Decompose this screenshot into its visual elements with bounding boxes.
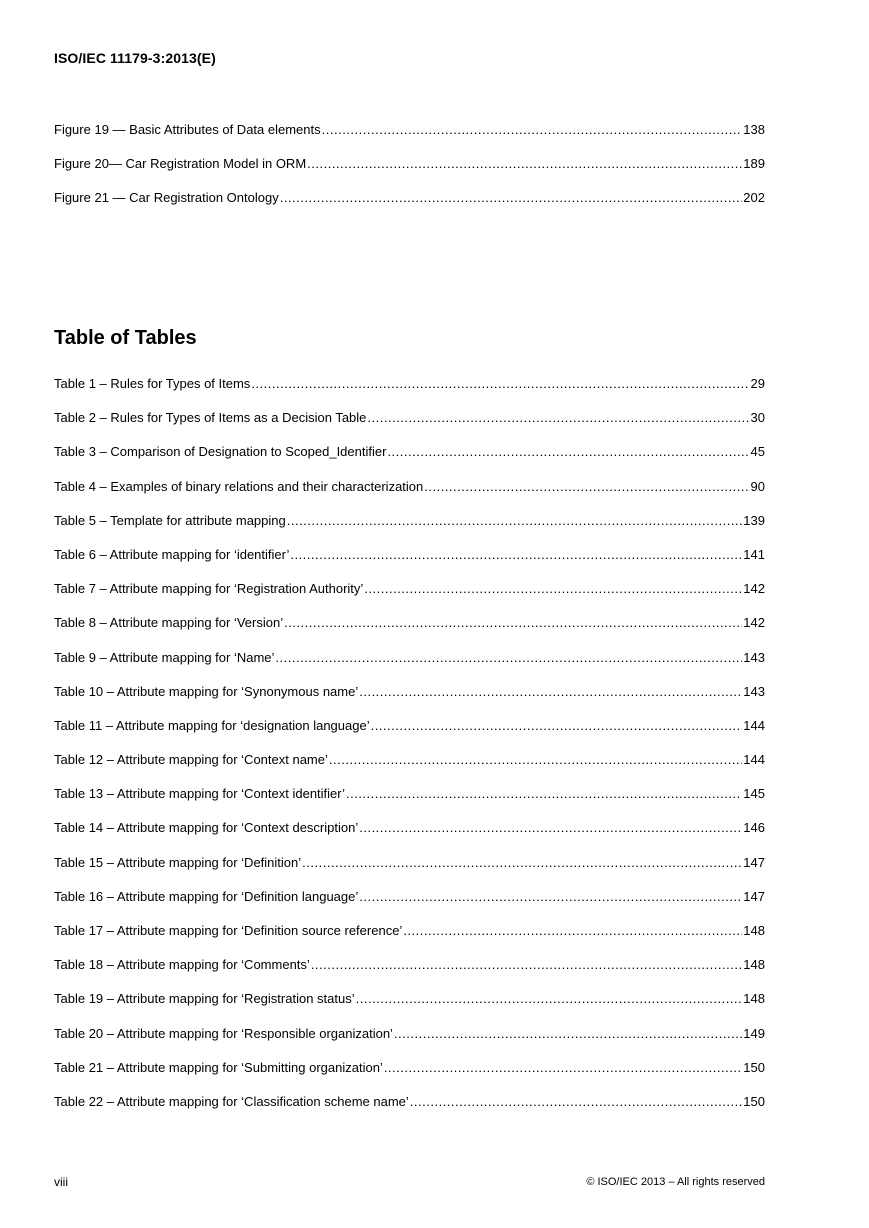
toc-entry-label: Table 8 – Attribute mapping for ‘Version’ [54, 615, 284, 631]
toc-entry-page: 147 [743, 888, 765, 904]
footer-page-number: viii [54, 1175, 68, 1189]
dot-leader [371, 717, 743, 735]
toc-entry[interactable] [54, 614, 765, 648]
toc-entry-page: 144 [743, 752, 765, 768]
toc-entry-page: 138 [743, 122, 765, 137]
dot-leader [359, 683, 742, 701]
toc-entry-page: 189 [743, 156, 765, 172]
toc-entry-label: Table 3 – Comparison of Designation to Scoped_Identifier [54, 444, 387, 460]
toc-entry-page: 150 [743, 1093, 765, 1109]
dot-leader [280, 189, 743, 207]
toc-entry-page: 150 [743, 1059, 765, 1075]
toc-entry[interactable] [54, 717, 765, 751]
toc-entry[interactable] [54, 189, 765, 223]
toc-entry[interactable] [54, 956, 765, 990]
toc-entry[interactable] [54, 819, 765, 853]
dot-leader [346, 785, 742, 803]
toc-entry-label: Figure 19 — Basic Attributes of Data elements [54, 122, 321, 137]
document-id-header: ISO/IEC 11179-3:2013(E) [54, 50, 216, 66]
toc-entry-label: Table 16 – Attribute mapping for ‘Definition language’ [54, 888, 359, 904]
toc-entry-page: 146 [743, 820, 765, 836]
toc-entry-page: 149 [743, 1025, 765, 1041]
dot-leader [287, 512, 743, 530]
figures-list [54, 121, 765, 224]
toc-entry-label: Table 13 – Attribute mapping for ‘Context identifier’ [54, 786, 345, 802]
toc-entry-page: 142 [743, 615, 765, 631]
dot-leader [384, 1059, 742, 1077]
toc-entry-label: Table 21 – Attribute mapping for ‘Submitting organization’ [54, 1059, 383, 1075]
toc-entry-label: Table 7 – Attribute mapping for ‘Registration Authority’ [54, 581, 364, 597]
dot-leader [359, 888, 742, 906]
toc-entry-label: Table 1 – Rules for Types of Items [54, 376, 251, 391]
table-of-tables-heading: Table of Tables [54, 327, 197, 349]
toc-entry-page: 148 [743, 923, 765, 938]
dot-leader [311, 956, 742, 974]
toc-entry[interactable] [54, 443, 765, 477]
toc-entry-page: 148 [743, 991, 765, 1007]
toc-entry-label: Table 20 – Attribute mapping for ‘Responsible organization’ [54, 1025, 393, 1041]
toc-entry-label: Table 22 – Attribute mapping for ‘Classification scheme name’ [54, 1093, 409, 1109]
toc-entry[interactable] [54, 409, 765, 443]
toc-entry[interactable] [54, 512, 765, 546]
toc-entry-label: Table 15 – Attribute mapping for ‘Definition’ [54, 854, 302, 870]
toc-entry-page: 143 [743, 683, 765, 699]
dot-leader [322, 121, 743, 139]
toc-entry-label: Figure 21 — Car Registration Ontology [54, 190, 279, 206]
dot-leader [394, 1025, 742, 1043]
toc-entry[interactable] [54, 785, 765, 819]
dot-leader [302, 854, 742, 872]
dot-leader [359, 819, 742, 837]
dot-leader [284, 614, 742, 632]
toc-entry-page: 148 [743, 957, 765, 973]
dot-leader [329, 751, 742, 769]
toc-entry-page: 139 [743, 512, 765, 528]
toc-entry[interactable] [54, 478, 765, 512]
toc-entry[interactable] [54, 751, 765, 785]
dot-leader [251, 375, 749, 393]
toc-entry[interactable] [54, 121, 765, 155]
toc-entry-page: 144 [743, 717, 765, 733]
dot-leader [307, 155, 742, 173]
toc-entry-label: Table 9 – Attribute mapping for ‘Name’ [54, 649, 275, 665]
toc-entry-label: Table 17 – Attribute mapping for ‘Definition source reference’ [54, 923, 403, 938]
toc-entry-label: Figure 20— Car Registration Model in ORM [54, 156, 307, 172]
toc-entry-page: 90 [750, 478, 765, 494]
toc-entry[interactable] [54, 990, 765, 1024]
toc-entry-page: 29 [750, 376, 765, 391]
toc-entry[interactable] [54, 922, 765, 956]
toc-entry[interactable] [54, 375, 765, 409]
toc-entry[interactable] [54, 854, 765, 888]
toc-entry[interactable] [54, 546, 765, 580]
dot-leader [356, 990, 743, 1008]
toc-entry[interactable] [54, 649, 765, 683]
toc-entry-page: 147 [743, 854, 765, 870]
dot-leader [403, 922, 742, 940]
toc-entry-label: Table 11 – Attribute mapping for ‘designation language’ [54, 717, 370, 733]
dot-leader [410, 1093, 743, 1111]
toc-entry-page: 30 [750, 410, 765, 426]
toc-entry-label: Table 5 – Template for attribute mapping [54, 512, 286, 528]
toc-entry-label: Table 2 – Rules for Types of Items as a Decision Table [54, 410, 367, 426]
toc-entry-label: Table 19 – Attribute mapping for ‘Registration status’ [54, 991, 355, 1007]
toc-entry[interactable] [54, 580, 765, 614]
dot-leader [367, 409, 749, 427]
toc-entry-page: 141 [743, 546, 765, 562]
dot-leader [364, 580, 742, 598]
toc-entry-label: Table 14 – Attribute mapping for ‘Context description’ [54, 820, 359, 836]
toc-entry[interactable] [54, 1093, 765, 1127]
dot-leader [290, 546, 742, 564]
footer-copyright: © ISO/IEC 2013 – All rights reserved [586, 1176, 765, 1188]
dot-leader [387, 443, 749, 461]
toc-entry[interactable] [54, 1059, 765, 1093]
toc-entry-page: 142 [743, 581, 765, 597]
tables-list [54, 375, 765, 1127]
toc-entry-label: Table 6 – Attribute mapping for ‘identifier’ [54, 546, 290, 562]
toc-entry-label: Table 18 – Attribute mapping for ‘Comments’ [54, 957, 310, 973]
dot-leader [424, 478, 749, 496]
toc-entry-label: Table 12 – Attribute mapping for ‘Context name’ [54, 752, 328, 768]
toc-entry[interactable] [54, 683, 765, 717]
toc-entry-label: Table 4 – Examples of binary relations and their characterization [54, 478, 424, 494]
dot-leader [275, 649, 742, 667]
toc-entry-page: 143 [743, 649, 765, 665]
toc-entry[interactable] [54, 888, 765, 922]
toc-entry[interactable] [54, 155, 765, 189]
toc-entry[interactable] [54, 1025, 765, 1059]
toc-entry-page: 145 [743, 786, 765, 802]
toc-entry-page: 45 [750, 444, 765, 460]
toc-entry-page: 202 [743, 190, 765, 206]
toc-entry-label: Table 10 – Attribute mapping for ‘Synonymous name’ [54, 683, 359, 699]
